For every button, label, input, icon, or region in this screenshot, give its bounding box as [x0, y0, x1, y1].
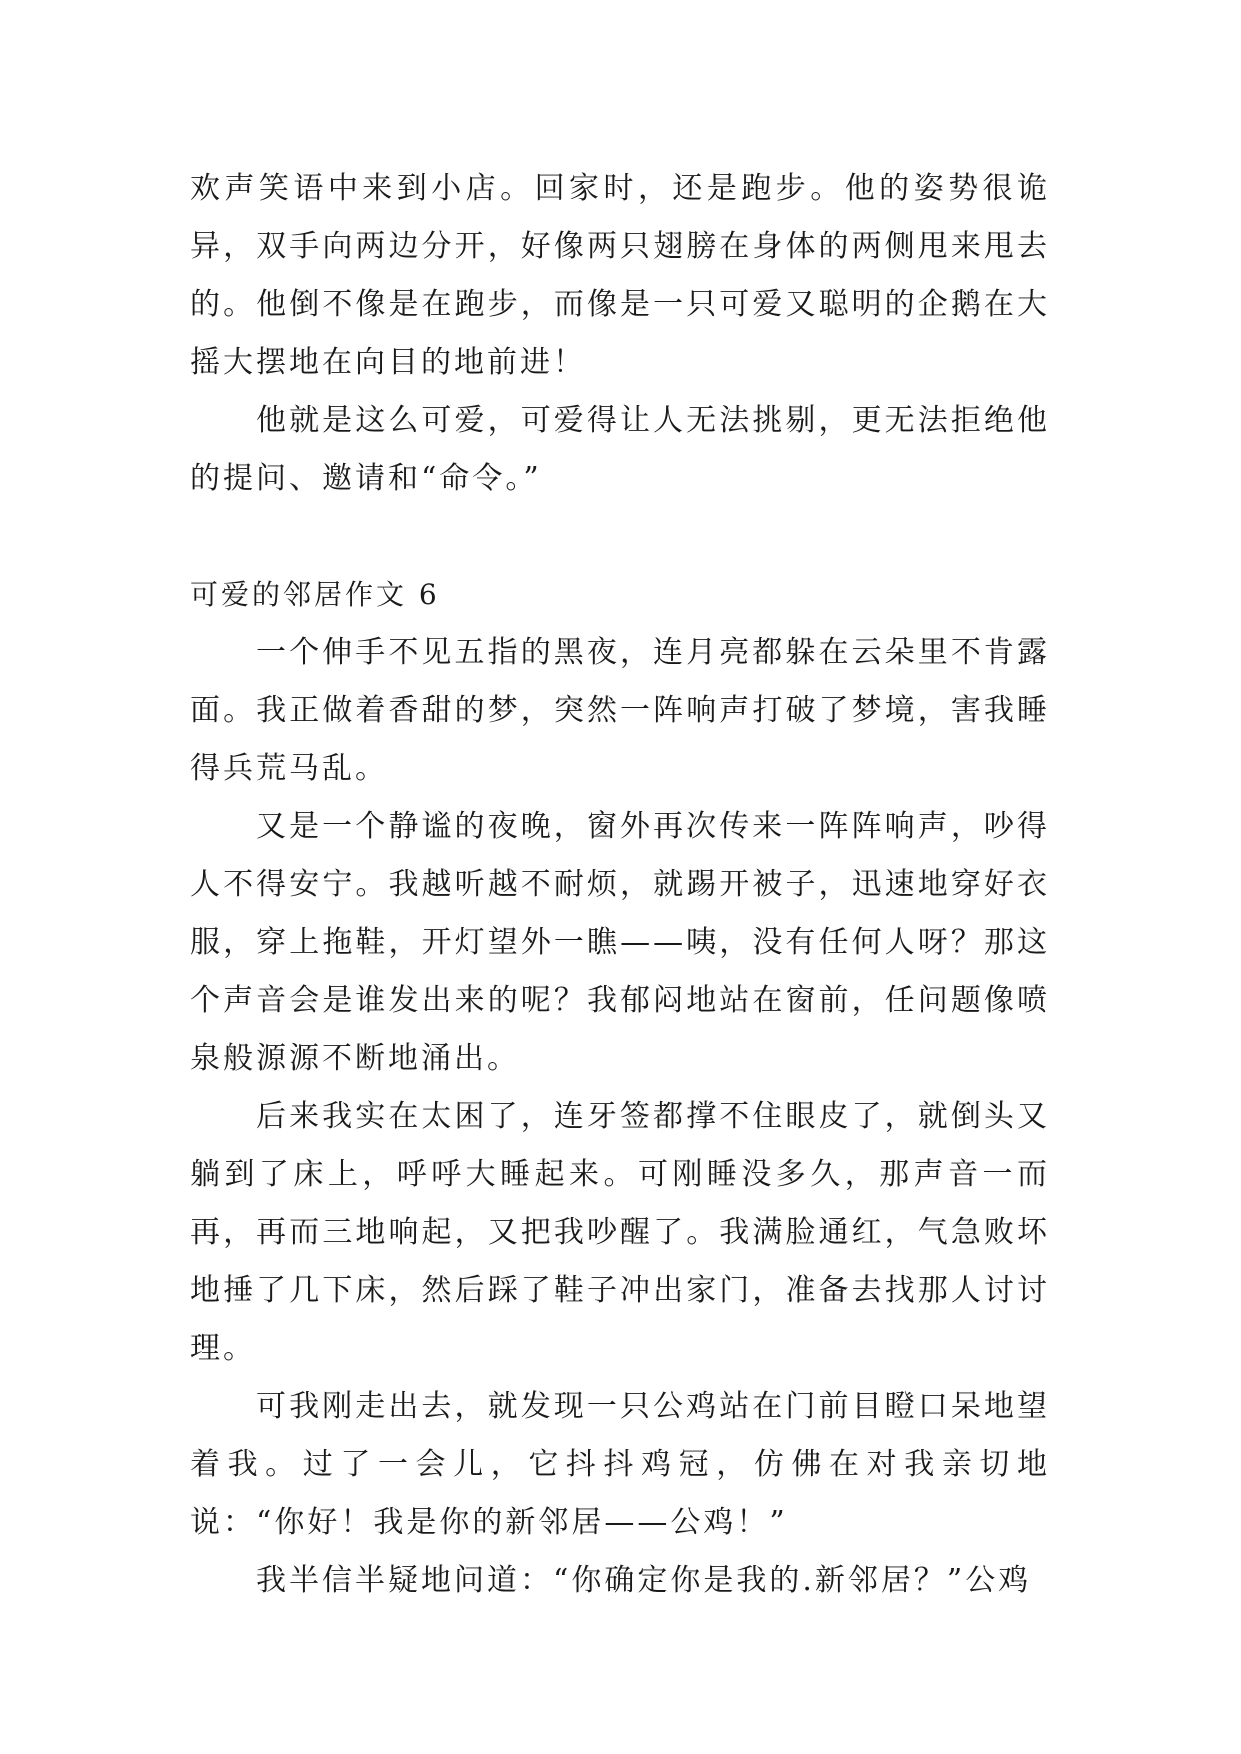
paragraph: 一个伸手不见五指的黑夜，连月亮都躲在云朵里不肯露面。我正做着香甜的梦，突然一阵响声打破了梦境，害我睡得兵荒马乱。	[190, 635, 1050, 786]
section-gap	[190, 508, 1050, 566]
paragraph-continuation: 欢声笑语中来到小店。回家时，还是跑步。他的姿势很诡异，双手向两边分开，好像两只翅膀在身体的两侧甩来甩去的。他倒不像是在跑步，而像是一只可爱又聪明的企鹅在大摇大摆地在向目的地前进！	[190, 171, 1050, 380]
paragraph: 后来我实在太困了，连牙签都撑不住眼皮了，就倒头又躺到了床上，呼呼大睡起来。可刚睡没多久，那声音一而再，再而三地响起，又把我吵醒了。我满脸通红，气急败坏地捶了几下床，然后踩了鞋子冲出家门，准备去找那人讨讨理。	[190, 1099, 1050, 1366]
section-title: 可爱的邻居作文 6	[190, 578, 440, 611]
paragraph: 他就是这么可爱，可爱得让人无法挑剔，更无法拒绝他的提问、邀请和“命令。”	[190, 403, 1050, 496]
paragraph: 我半信半疑地问道：“你确定你是我的.新邻居？”公鸡	[256, 1563, 1032, 1598]
paragraph: 又是一个静谧的夜晚，窗外再次传来一阵阵响声，吵得人不得安宁。我越听越不耐烦，就踢开被子，迅速地穿好衣服，穿上拖鞋，开灯望外一瞧——咦，没有任何人呀？那这个声音会是谁发出来的呢？我郁闷地站在窗前，任问题像喷泉般源源不断地涌出。	[190, 809, 1050, 1076]
paragraph: 可我刚走出去，就发现一只公鸡站在门前目瞪口呆地望着我。过了一会儿，它抖抖鸡冠，仿佛在对我亲切地说：“你好！我是你的新邻居——公鸡！”	[190, 1389, 1050, 1540]
document-body	[190, 160, 1050, 1610]
